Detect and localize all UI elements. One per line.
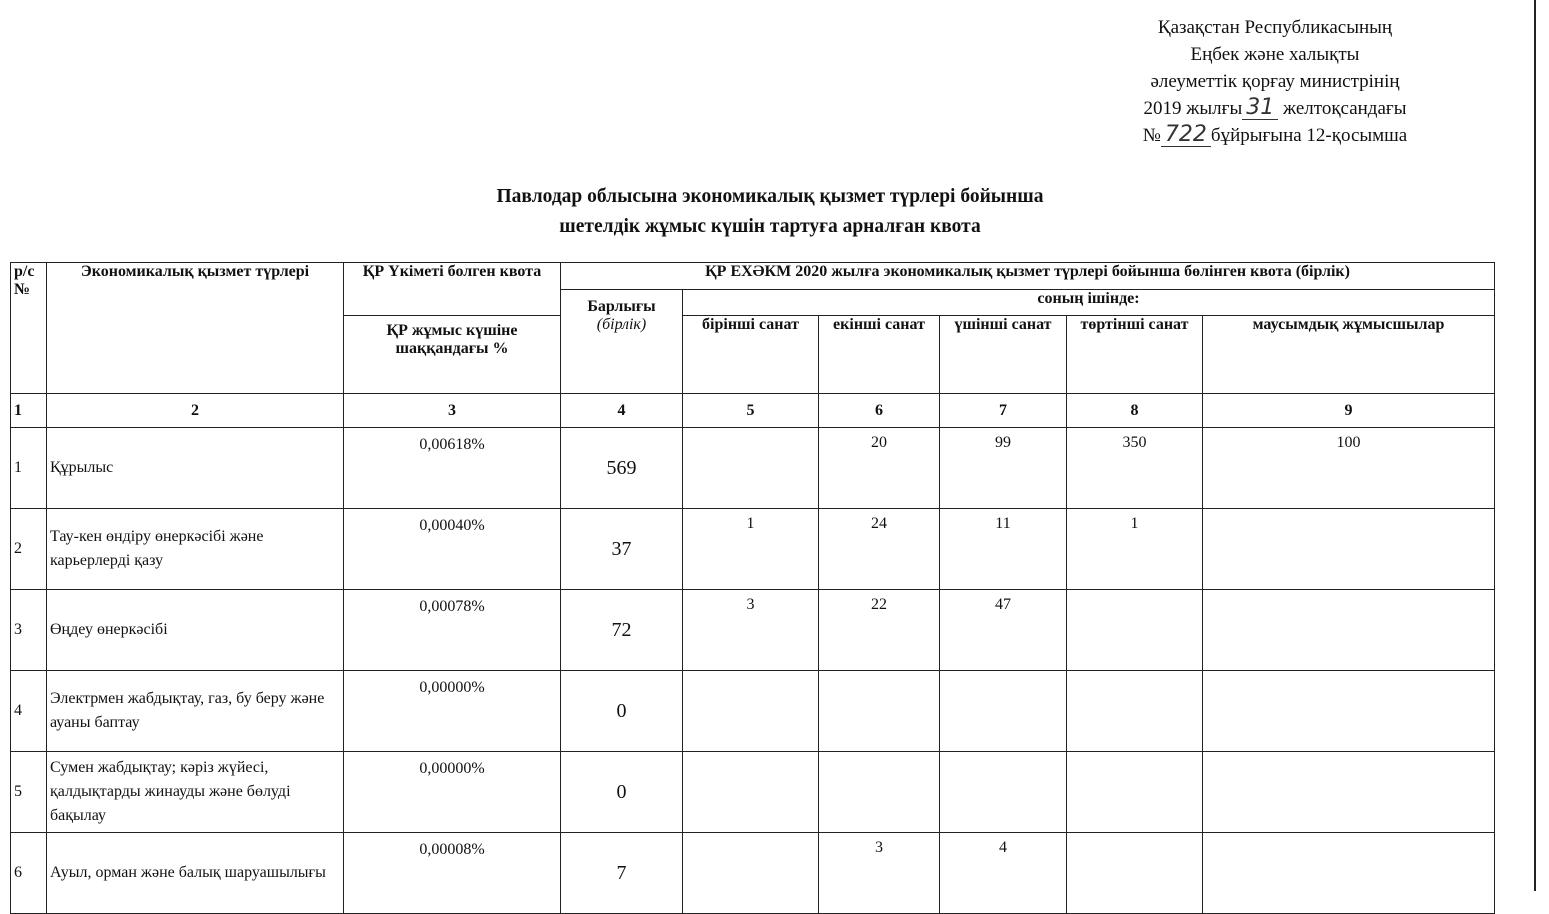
row-no: 4 [11, 671, 47, 752]
row-total: 569 [561, 428, 683, 509]
row-total: 37 [561, 509, 683, 590]
header-including: соның ішінде: [683, 290, 1495, 316]
row-cat3: 4 [940, 833, 1067, 914]
header-total-label: Барлығы [587, 298, 656, 315]
col-num: 6 [819, 394, 940, 428]
header-date-line [1090, 95, 1460, 122]
header-row-1 [11, 263, 1495, 290]
handwritten-order-number: 722 [1161, 124, 1211, 147]
header-no: р/с № [11, 263, 47, 394]
order-suffix: бұйрығына 12-қосымша [1210, 125, 1408, 146]
row-cat3 [940, 671, 1067, 752]
table-row [11, 833, 1495, 914]
header-cat3: үшінші санат [940, 316, 1067, 394]
col-num: 1 [11, 394, 47, 428]
row-no: 1 [11, 428, 47, 509]
row-cat4 [1067, 752, 1203, 833]
row-seasonal [1203, 590, 1495, 671]
col-num: 2 [47, 394, 344, 428]
row-cat2: 3 [819, 833, 940, 914]
title-line-1: Павлодар облысына экономикалық қызмет түрлері бойынша [496, 186, 1044, 207]
row-cat4 [1067, 590, 1203, 671]
row-cat4: 1 [1067, 509, 1203, 590]
title-line-2: шетелдік жұмыс күшін тартуға арналған квота [559, 216, 981, 237]
document-title [300, 182, 1240, 242]
table-row [11, 671, 1495, 752]
col-num: 9 [1203, 394, 1495, 428]
row-cat1 [683, 833, 819, 914]
header-gov-quota: ҚР Үкіметі болген квота [344, 263, 561, 316]
row-activity-name: Ауыл, орман және балық шаруашылығы [47, 833, 344, 914]
row-percent: 0,00618% [344, 428, 561, 509]
row-cat3: 99 [940, 428, 1067, 509]
row-cat1: 1 [683, 509, 819, 590]
row-no: 5 [11, 752, 47, 833]
row-total: 72 [561, 590, 683, 671]
row-activity-name: Тау-кен өндіру өнеркәсібі және карьерлерді қазу [47, 509, 344, 590]
row-total: 7 [561, 833, 683, 914]
col-num: 7 [940, 394, 1067, 428]
header-cat2: екінші санат [819, 316, 940, 394]
col-num: 8 [1067, 394, 1203, 428]
table-row [11, 590, 1495, 671]
date-suffix: желтоқсандағы [1282, 98, 1407, 119]
row-cat1: 3 [683, 590, 819, 671]
row-cat2: 20 [819, 428, 940, 509]
row-seasonal [1203, 752, 1495, 833]
header-activity: Экономикалық қызмет түрлері [47, 263, 344, 394]
col-num: 4 [561, 394, 683, 428]
header-total-unit: (бірлік) [596, 316, 647, 333]
header-cat4: төртінші санат [1067, 316, 1203, 394]
row-cat3 [940, 752, 1067, 833]
row-activity-name: Өңдеу өнеркәсібі [47, 590, 344, 671]
header-line-2: Еңбек және халықты [1190, 44, 1360, 65]
table-row [11, 428, 1495, 509]
scan-edge-line [1534, 0, 1536, 891]
row-cat4 [1067, 671, 1203, 752]
row-activity-name: Электрмен жабдықтау, газ, бу беру және ауаны баптау [47, 671, 344, 752]
row-percent: 0,00008% [344, 833, 561, 914]
row-cat4: 350 [1067, 428, 1203, 509]
row-percent: 0,00078% [344, 590, 561, 671]
row-activity-name: Құрылыс [47, 428, 344, 509]
row-cat2: 24 [819, 509, 940, 590]
row-seasonal [1203, 671, 1495, 752]
row-cat2 [819, 671, 940, 752]
row-total: 0 [561, 671, 683, 752]
row-no: 6 [11, 833, 47, 914]
row-cat1 [683, 752, 819, 833]
header-ministry-quota: ҚР ЕХӘКМ 2020 жылға экономикалық қызмет түрлері бойынша бөлінген квота (бірлік) [561, 263, 1495, 290]
col-num: 5 [683, 394, 819, 428]
row-activity-name: Сумен жабдықтау; кәріз жүйесі, қалдықтарды жинауды және бөлуді бақылау [47, 752, 344, 833]
date-prefix: 2019 жылғы [1143, 98, 1243, 119]
order-prefix: № [1142, 125, 1161, 146]
row-cat2 [819, 752, 940, 833]
table-row [11, 752, 1495, 833]
handwritten-day: 31 [1242, 97, 1278, 120]
row-total: 0 [561, 752, 683, 833]
column-number-row [11, 394, 1495, 428]
row-seasonal [1203, 509, 1495, 590]
row-cat1 [683, 671, 819, 752]
header-gov-quota-percent: ҚР жұмыс күшіне шаққандағы % [344, 316, 561, 394]
header-total [561, 290, 683, 394]
row-cat3: 11 [940, 509, 1067, 590]
header-order-line [1090, 122, 1460, 149]
header-line-1: Қазақстан Республикасының [1157, 17, 1393, 38]
row-seasonal [1203, 833, 1495, 914]
quota-table [10, 262, 1495, 914]
row-seasonal: 100 [1203, 428, 1495, 509]
header-line-3: әлеуметтік қорғау министрінің [1150, 71, 1400, 92]
header-seasonal: маусымдық жұмысшылар [1203, 316, 1495, 394]
row-percent: 0,00000% [344, 671, 561, 752]
row-percent: 0,00000% [344, 752, 561, 833]
row-cat4 [1067, 833, 1203, 914]
row-cat3: 47 [940, 590, 1067, 671]
row-no: 2 [11, 509, 47, 590]
row-percent: 0,00040% [344, 509, 561, 590]
row-no: 3 [11, 590, 47, 671]
annex-header [1090, 14, 1460, 149]
row-cat1 [683, 428, 819, 509]
col-num: 3 [344, 394, 561, 428]
row-cat2: 22 [819, 590, 940, 671]
header-cat1: бірінші санат [683, 316, 819, 394]
table-row [11, 509, 1495, 590]
